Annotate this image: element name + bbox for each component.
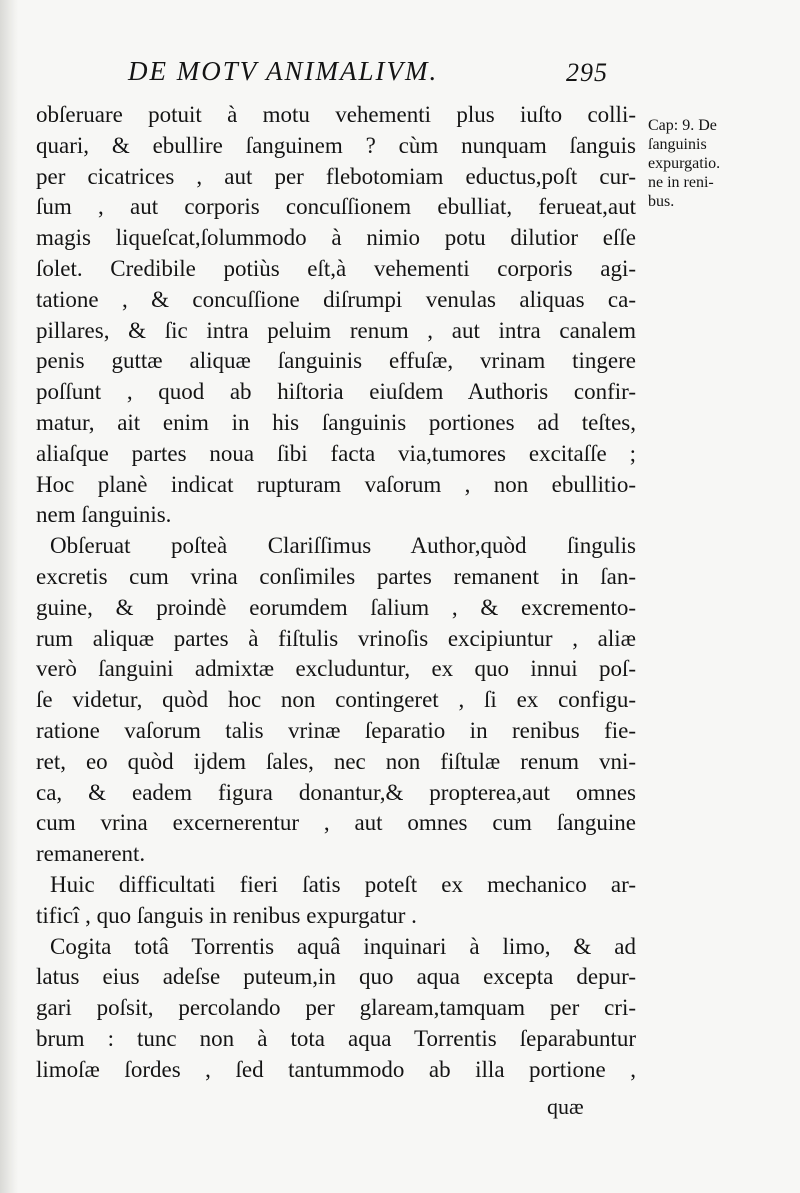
text-line: pillares, & ſic intra peluim renum , aut intra canalem: [36, 317, 636, 343]
text-line: Huic difficultati fieri ſatis poteſt ex mechanico ar-: [50, 871, 636, 897]
text-line: ſolet. Credibile potiùs eſt,à vehementi corporis agi-: [36, 255, 636, 281]
margin-note-line: Cap: 9. De: [648, 117, 717, 134]
page-gutter-shadow: [0, 0, 18, 1193]
text-line: ca, & eadem figura donantur,& propterea,aut omnes: [36, 779, 636, 805]
text-line: quari, & ebullire ſanguinem ? cùm nunquam ſanguis: [36, 132, 636, 158]
text-line: Obſeruat poſteà Clariſſimus Author,quòd ſingulis: [50, 533, 636, 559]
text-line: cum vrina excernerentur , aut omnes cum ſanguine: [36, 810, 636, 836]
margin-note-line: expurgatio.: [648, 155, 721, 172]
text-line: obſeruare potuit à motu vehementi plus iuſto colli-: [36, 102, 636, 127]
text-line: aliaſque partes noua ſibi facta via,tumores excitaſſe ;: [36, 440, 636, 466]
page-number: 295: [566, 58, 608, 87]
text-line: Cogita totâ Torrentis aquâ inquinari à limo, & ad: [50, 933, 636, 959]
text-line: rum aliquæ partes à fiſtulis vrinoſis excipiuntur , aliæ: [36, 625, 636, 651]
text-line: tificî , quo ſanguis in renibus expurgatur .: [36, 902, 417, 928]
body-text: [36, 100, 636, 1086]
margin-note-line: ſanguinis: [648, 136, 707, 153]
text-line: matur, ait enim in his ſanguinis portiones ad teſtes,: [36, 409, 636, 435]
text-line: ret, eo quòd ijdem ſales, nec non fiſtulæ renum vni-: [36, 748, 636, 774]
text-line: excretis cum vrina conſimiles partes remanent in ſan-: [36, 563, 636, 589]
text-line: latus eius adeſse puteum,in quo aqua excepta depur-: [36, 964, 636, 990]
text-line: brum : tunc non à tota aqua Torrentis ſeparabuntur: [36, 1025, 636, 1051]
text-line: ſum , aut corporis concuſſionem ebulliat, ferueat,aut: [36, 194, 636, 220]
text-line: limoſæ ſordes , ſed tantummodo ab illa portione ,: [36, 1056, 636, 1082]
margin-note: [648, 116, 788, 211]
text-line: verò ſanguini admixtæ excluduntur, ex quo innui poſ-: [36, 656, 636, 682]
text-line: tatione , & concuſſione diſrumpi venulas aliquas ca-: [36, 286, 636, 312]
catchword: quæ: [547, 1094, 584, 1119]
text-line: gari poſsit, percolando per glaream,tamquam per cri-: [36, 995, 636, 1021]
text-line: magis liqueſcat,ſolummodo à nimio potu dilutior eſſe: [36, 225, 636, 251]
text-line: nem ſanguinis.: [36, 502, 172, 528]
text-line: ſe videtur, quòd hoc non contingeret , ſi ex configu-: [36, 687, 636, 713]
margin-note-line: ne in reni-: [648, 174, 714, 191]
text-line: ratione vaſorum talis vrinæ ſeparatio in renibus fie-: [36, 717, 636, 743]
text-line: poſſunt , quod ab hiſtoria eiuſdem Authoris confir-: [36, 379, 636, 405]
margin-note-line: bus.: [648, 193, 675, 210]
page-header: [128, 56, 608, 92]
running-head: DE MOTV ANIMALIVM.: [128, 56, 439, 86]
text-line: guine, & proindè eorumdem ſalium , & excremento-: [36, 594, 636, 620]
text-line: penis guttæ aliquæ ſanguinis effuſæ, vrinam tingere: [36, 348, 636, 374]
text-line: Hoc planè indicat rupturam vaſorum , non ebullitio-: [36, 471, 636, 497]
text-line: per cicatrices , aut per flebotomiam eductus,poſt cur-: [36, 163, 636, 189]
text-line: remanerent.: [36, 841, 146, 867]
